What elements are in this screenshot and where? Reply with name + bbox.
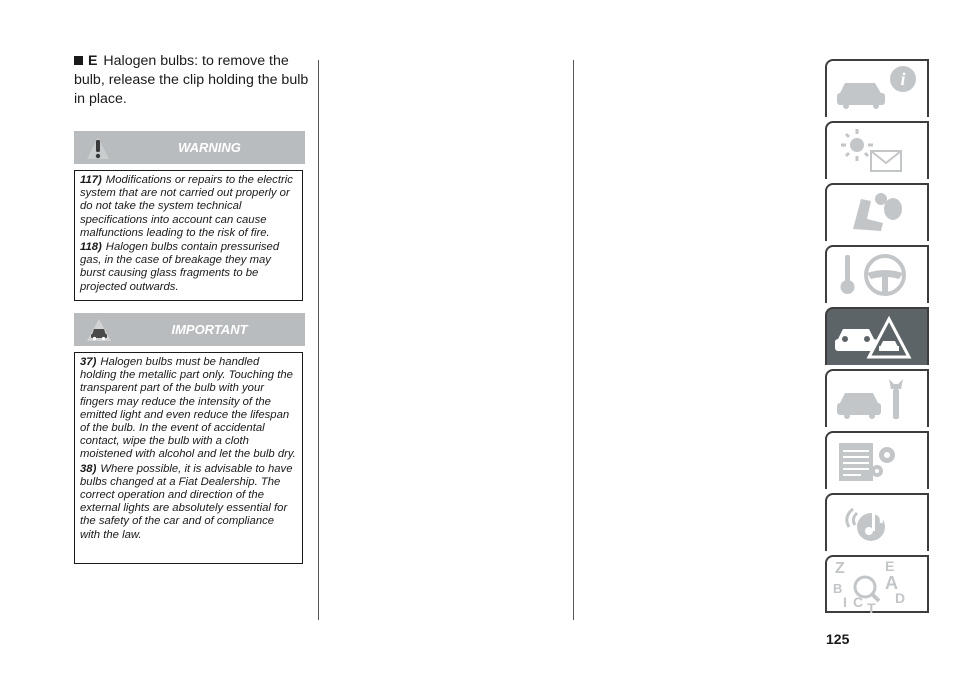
seat-airbag-icon — [827, 185, 931, 243]
tab-technical-data[interactable] — [825, 431, 929, 489]
svg-text:C: C — [853, 594, 864, 610]
tab-lights-messages[interactable] — [825, 121, 929, 179]
car-info-icon — [827, 61, 931, 119]
important-title: IMPORTANT — [171, 322, 248, 337]
tab-multimedia[interactable] — [825, 493, 929, 551]
alphabetical-index-icon — [827, 557, 931, 615]
tab-servicing[interactable] — [825, 369, 929, 427]
warning-body — [74, 170, 303, 301]
svg-text:i: i — [900, 69, 906, 89]
svg-text:E: E — [885, 558, 895, 574]
page-number: 125 — [826, 631, 850, 647]
car-warning-triangle-icon — [827, 309, 931, 367]
key-steering-wheel-icon — [827, 247, 931, 305]
svg-text:Z: Z — [835, 560, 845, 577]
tab-safety[interactable] — [825, 183, 929, 241]
tab-starting-driving[interactable] — [825, 245, 929, 303]
lights-message-icon — [827, 123, 931, 181]
svg-text:A: A — [885, 573, 898, 593]
multimedia-icon — [827, 495, 931, 553]
svg-text:D: D — [895, 590, 906, 606]
svg-text:T: T — [867, 600, 876, 615]
important-body — [74, 352, 303, 564]
bullet-square-icon — [74, 56, 83, 65]
svg-text:I: I — [843, 594, 847, 610]
spec-sheet-gears-icon — [827, 433, 931, 491]
important-header — [74, 313, 305, 346]
tab-in-emergency[interactable] — [825, 307, 929, 365]
car-wrench-icon — [827, 371, 931, 429]
intro-letter: E — [88, 53, 98, 69]
column-divider-left — [318, 60, 319, 620]
warning-header — [74, 131, 305, 164]
svg-text:B: B — [833, 581, 843, 596]
important-item: 38) Where possible, it is advisable to have bulbs changed at a Fiat Dealership. The correct operation and direction of the external lights are absolutely essential for the safety of the car and of compliance with the law. — [80, 462, 293, 541]
warning-title: WARNING — [178, 140, 241, 155]
warning-item: 117) Modifications or repairs to the electric system that are not carried out properly or do not take the system technical specifications into account can cause malfunctions leading to the risk of fire. — [80, 174, 293, 239]
tab-index[interactable] — [825, 555, 929, 613]
tab-car-info[interactable] — [825, 59, 929, 117]
intro-text: Halogen bulbs: to remove the bulb, release the clip holding the bulb in place. — [74, 53, 309, 107]
column-divider-right — [573, 60, 574, 620]
warning-item: 118) Halogen bulbs contain pressurised gas, in the case of breakage they may burst causing glass fragments to be projected outwards. — [80, 241, 280, 293]
important-item: 37) Halogen bulbs must be handled holding the metallic part only. Touching the transparent part of the bulb with your fingers may reduce the intensity of the emitted light and even reduce the lifespan of the bulb. In the event of accidental contact, wipe the bulb with a cloth moistened with alcohol and let the bulb dry. — [80, 356, 296, 461]
intro-paragraph — [74, 52, 314, 109]
